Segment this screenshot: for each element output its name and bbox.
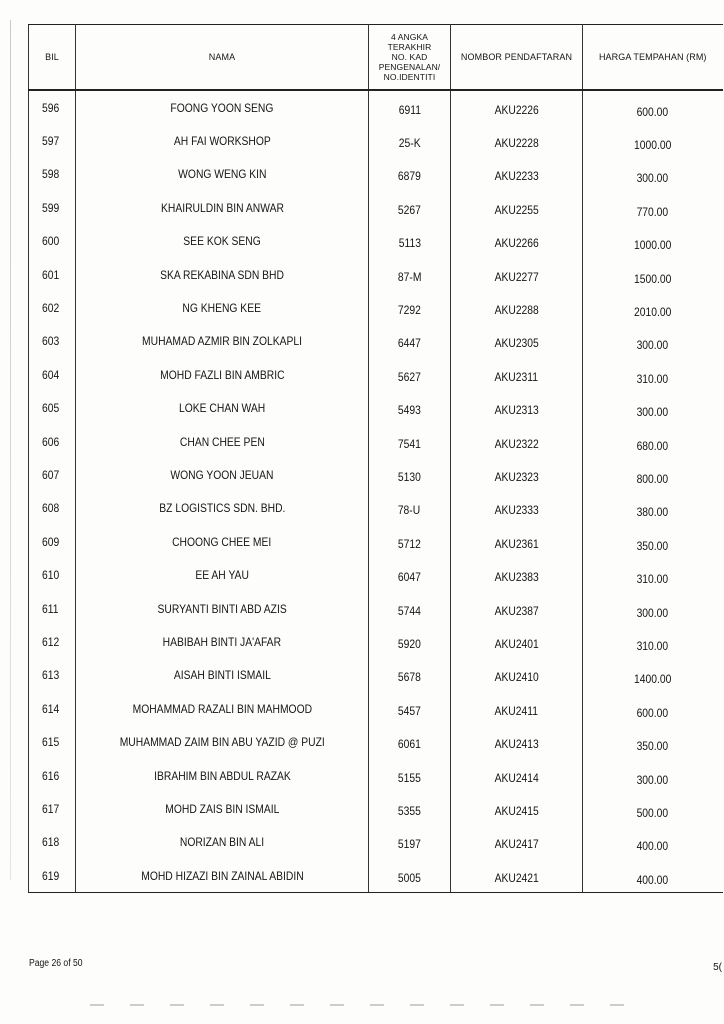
table-row [29,225,723,258]
table-row [29,358,723,391]
cell-bil [29,358,76,391]
cell-nombor-pendaftaran-text: AKU2401 [494,636,539,651]
cell-harga-tempahan [583,492,723,525]
table-row [29,258,723,291]
cell-nombor-pendaftaran-text: AKU2228 [494,136,539,151]
cell-harga-tempahan-text: 1000.00 [634,138,672,153]
cell-nombor-pendaftaran-text: AKU2413 [494,737,539,752]
cell-harga-tempahan [583,158,723,191]
cell-harga-tempahan [583,425,723,458]
table-row [29,725,723,758]
cell-harga-tempahan-text: 300.00 [636,605,669,620]
cell-ic-last4-text: 7541 [398,436,421,451]
cell-ic-last4 [369,625,451,658]
cell-harga-tempahan-text: 1400.00 [634,672,672,687]
cell-nama [76,859,369,893]
cell-nama [76,291,369,324]
cell-harga-tempahan-text: 800.00 [636,471,669,486]
cell-bil-text: 597 [42,134,60,149]
table-row [29,625,723,658]
cell-nama [76,592,369,625]
table-row [29,325,723,358]
cell-harga-tempahan [583,291,723,324]
cell-ic-last4 [369,692,451,725]
cell-bil-text: 598 [42,167,60,182]
cell-bil [29,659,76,692]
cell-nombor-pendaftaran [451,291,583,324]
cell-nama-text: IBRAHIM BIN ABDUL RAZAK [153,768,291,783]
cell-harga-tempahan-text: 400.00 [636,839,669,854]
cell-nombor-pendaftaran [451,325,583,358]
cell-bil [29,425,76,458]
cell-ic-last4 [369,191,451,224]
cell-harga-tempahan [583,124,723,157]
cell-ic-last4-text: 5678 [398,670,421,685]
cell-nama [76,725,369,758]
cell-nama-text: MOHD ZAIS BIN ISMAIL [164,801,280,816]
cell-harga-tempahan [583,625,723,658]
cell-ic-last4 [369,258,451,291]
cell-harga-tempahan [583,392,723,425]
cell-harga-tempahan-text: 770.00 [636,204,669,219]
corner-mark: 5( [713,962,722,973]
cell-bil [29,759,76,792]
table-header-row [29,25,723,91]
cell-nombor-pendaftaran [451,392,583,425]
cell-nama-text: MUHAMAD AZMIR BIN ZOLKAPLI [142,334,302,349]
cell-ic-last4 [369,291,451,324]
cell-nombor-pendaftaran [451,659,583,692]
header-harga-tempahan: HARGA TEMPAHAN (RM) [583,25,723,91]
cell-nombor-pendaftaran-text: AKU2313 [494,403,539,418]
cell-nama-text: KHAIRULDIN BIN ANWAR [160,200,284,215]
cell-harga-tempahan [583,558,723,591]
cell-harga-tempahan-text: 300.00 [636,338,669,353]
cell-ic-last4 [369,325,451,358]
cell-harga-tempahan-text: 600.00 [636,104,669,119]
cell-nombor-pendaftaran [451,725,583,758]
cell-ic-last4-text: 6879 [398,169,421,184]
cell-bil [29,158,76,191]
cell-bil [29,325,76,358]
cell-bil-text: 606 [42,434,60,449]
cell-ic-last4-text: 5267 [398,202,421,217]
table-row [29,191,723,224]
cell-harga-tempahan [583,725,723,758]
cell-ic-last4 [369,592,451,625]
cell-nama-text: EE AH YAU [195,568,249,583]
cell-harga-tempahan [583,859,723,893]
table-row [29,792,723,825]
cell-bil [29,225,76,258]
table-row [29,291,723,324]
cell-nombor-pendaftaran [451,558,583,591]
cell-nama [76,392,369,425]
cell-ic-last4 [369,392,451,425]
cell-bil-text: 612 [42,634,60,649]
cell-harga-tempahan-text: 300.00 [636,171,669,186]
cell-ic-last4 [369,525,451,558]
cell-ic-last4-text: 5197 [398,837,421,852]
cell-nombor-pendaftaran [451,358,583,391]
cell-nama-text: SURYANTI BINTI ABD AZIS [157,601,287,616]
cell-bil [29,90,76,124]
cell-harga-tempahan [583,759,723,792]
cell-ic-last4-text: 5113 [398,236,421,251]
scan-edge-line [10,20,11,880]
cell-nama-text: CHAN CHEE PEN [179,434,265,449]
cell-ic-last4 [369,425,451,458]
cell-harga-tempahan [583,90,723,124]
cell-harga-tempahan [583,826,723,859]
cell-nama-text: NORIZAN BIN ALI [179,835,265,850]
cell-nama [76,425,369,458]
cell-nombor-pendaftaran [451,592,583,625]
cell-ic-last4-text: 5712 [398,536,421,551]
cell-nama-text: WONG YOON JEUAN [170,467,274,482]
cell-nama [76,225,369,258]
cell-harga-tempahan [583,458,723,491]
cell-ic-last4-text: 6047 [398,570,421,585]
cell-nombor-pendaftaran [451,225,583,258]
header-nombor-pendaftaran: NOMBOR PENDAFTARAN [451,25,583,91]
cell-bil-text: 602 [42,301,60,316]
cell-bil-text: 619 [42,868,60,883]
table-row [29,759,723,792]
cell-ic-last4 [369,158,451,191]
cell-nombor-pendaftaran [451,124,583,157]
cell-bil-text: 614 [42,701,60,716]
cell-nombor-pendaftaran-text: AKU2414 [494,770,539,785]
cell-harga-tempahan-text: 1000.00 [634,238,672,253]
cell-nama-text: MOHD FAZLI BIN AMBRIC [159,367,285,382]
cell-harga-tempahan [583,659,723,692]
cell-harga-tempahan-text: 600.00 [636,705,669,720]
cell-nombor-pendaftaran-text: AKU2411 [494,703,539,718]
cell-nombor-pendaftaran [451,158,583,191]
cell-nama [76,558,369,591]
cell-nombor-pendaftaran-text: AKU2410 [494,670,539,685]
cell-ic-last4-text: 87-M [397,269,422,284]
cell-harga-tempahan [583,358,723,391]
cell-ic-last4 [369,759,451,792]
header-ic [369,25,451,91]
cell-nombor-pendaftaran-text: AKU2323 [494,469,539,484]
page-number-text: Page 26 of 50 [29,958,83,969]
table-row [29,392,723,425]
table-row [29,859,723,893]
cell-nama-text: SKA REKABINA SDN BHD [160,267,284,282]
page-number [29,958,91,969]
cell-ic-last4 [369,358,451,391]
cell-harga-tempahan [583,525,723,558]
cell-nombor-pendaftaran [451,625,583,658]
cell-nombor-pendaftaran-text: AKU2288 [494,303,539,318]
cell-nombor-pendaftaran-text: AKU2417 [494,837,539,852]
cell-nama-text: MOHAMMAD RAZALI BIN MAHMOOD [132,701,312,716]
cell-nombor-pendaftaran [451,458,583,491]
cell-bil [29,792,76,825]
cell-nama [76,90,369,124]
cell-bil [29,392,76,425]
cell-bil-text: 603 [42,334,60,349]
cell-harga-tempahan [583,792,723,825]
cell-harga-tempahan [583,258,723,291]
table-row [29,90,723,124]
cell-nama-text: AISAH BINTI ISMAIL [173,668,271,683]
cell-bil-text: 617 [42,801,60,816]
cell-nama [76,692,369,725]
header-ic-line-1: 4 ANGKA TERAKHIR [387,32,432,52]
cell-nombor-pendaftaran-text: AKU2421 [494,870,539,885]
cell-nombor-pendaftaran [451,792,583,825]
cell-nama [76,792,369,825]
cell-nombor-pendaftaran-text: AKU2387 [494,603,539,618]
cell-ic-last4-text: 5920 [398,636,421,651]
cell-nama-text: FOONG YOON SENG [170,100,274,115]
cell-ic-last4-text: 5130 [398,469,421,484]
table-body [29,90,723,893]
cell-harga-tempahan-text: 310.00 [636,638,669,653]
cell-harga-tempahan-text: 1500.00 [634,271,672,286]
cell-ic-last4 [369,90,451,124]
cell-bil-text: 600 [42,234,60,249]
cell-nombor-pendaftaran-text: AKU2305 [494,336,539,351]
cell-harga-tempahan-text: 400.00 [636,872,669,887]
cell-harga-tempahan [583,592,723,625]
table-row [29,592,723,625]
cell-nama-text: HABIBAH BINTI JA'AFAR [162,634,282,649]
cell-harga-tempahan-text: 300.00 [636,772,669,787]
header-ic-line-2: NO. KAD [391,52,428,62]
cell-nama [76,525,369,558]
cell-nombor-pendaftaran-text: AKU2322 [494,436,539,451]
cell-harga-tempahan [583,191,723,224]
registration-table [28,24,723,893]
cell-nama [76,258,369,291]
cell-ic-last4-text: 5005 [398,870,421,885]
cell-nombor-pendaftaran-text: AKU2333 [494,503,539,518]
cell-bil [29,492,76,525]
cell-bil-text: 607 [42,467,60,482]
cell-harga-tempahan-text: 350.00 [636,739,669,754]
table-row [29,458,723,491]
cell-bil-text: 616 [42,768,60,783]
cell-harga-tempahan-text: 350.00 [636,538,669,553]
cell-nombor-pendaftaran-text: AKU2226 [494,102,539,117]
cell-harga-tempahan-text: 300.00 [636,405,669,420]
cell-nombor-pendaftaran [451,859,583,893]
cell-bil [29,258,76,291]
cell-harga-tempahan-text: 310.00 [636,371,669,386]
cell-harga-tempahan-text: 500.00 [636,805,669,820]
cell-bil [29,592,76,625]
header-nama: NAMA [76,25,369,91]
cell-nama [76,826,369,859]
cell-nama-text: BZ LOGISTICS SDN. BHD. [158,501,286,516]
cell-nama-text: AH FAI WORKSHOP [173,134,271,149]
cell-ic-last4-text: 6061 [398,737,421,752]
cell-bil-text: 613 [42,668,60,683]
cell-nombor-pendaftaran-text: AKU2277 [494,269,539,284]
cell-ic-last4 [369,558,451,591]
cell-nombor-pendaftaran [451,692,583,725]
cell-bil-text: 610 [42,568,60,583]
cell-nombor-pendaftaran [451,759,583,792]
cell-ic-last4 [369,124,451,157]
cell-ic-last4 [369,859,451,893]
cell-ic-last4 [369,826,451,859]
cell-bil [29,558,76,591]
header-ic-line-3: PENGENALAN/ [378,62,441,72]
cell-bil [29,725,76,758]
cell-ic-last4 [369,225,451,258]
cell-ic-last4-text: 5744 [398,603,421,618]
cell-bil [29,124,76,157]
cell-nama [76,158,369,191]
cell-nombor-pendaftaran-text: AKU2311 [494,369,539,384]
cell-harga-tempahan [583,325,723,358]
cell-bil [29,525,76,558]
table-row [29,124,723,157]
cell-nombor-pendaftaran [451,191,583,224]
cell-nama [76,325,369,358]
cell-bil-text: 601 [42,267,60,282]
cell-bil-text: 599 [42,200,60,215]
cell-ic-last4-text: 5355 [398,803,421,818]
cell-nama [76,358,369,391]
cell-ic-last4 [369,458,451,491]
table-row [29,525,723,558]
cell-nama [76,492,369,525]
cell-harga-tempahan-text: 380.00 [636,505,669,520]
cell-bil [29,291,76,324]
cell-bil [29,191,76,224]
cell-ic-last4-text: 5493 [398,403,421,418]
cell-nombor-pendaftaran-text: AKU2383 [494,570,539,585]
table-row [29,158,723,191]
cell-ic-last4-text: 6447 [398,336,421,351]
cell-nama [76,191,369,224]
cell-bil [29,625,76,658]
cell-nama-text: MUHAMMAD ZAIM BIN ABU YAZID @ PUZI [119,735,325,750]
cell-ic-last4 [369,725,451,758]
cell-nama [76,124,369,157]
cell-nombor-pendaftaran [451,492,583,525]
cell-ic-last4-text: 6911 [398,102,421,117]
cell-nama-text: MOHD HIZAZI BIN ZAINAL ABIDIN [140,868,304,883]
header-bil: BIL [29,25,76,91]
cell-bil [29,859,76,893]
table-row [29,692,723,725]
cell-nombor-pendaftaran-text: AKU2233 [494,169,539,184]
cell-harga-tempahan-text: 2010.00 [634,305,672,320]
cell-bil [29,826,76,859]
cell-nama [76,659,369,692]
cell-nombor-pendaftaran [451,425,583,458]
cell-ic-last4-text: 5457 [398,703,421,718]
cell-nama-text: LOKE CHAN WAH [178,401,266,416]
cell-nama-text: NG KHENG KEE [182,301,262,316]
cell-bil-text: 605 [42,401,60,416]
cell-bil [29,458,76,491]
cell-nama-text: WONG WENG KIN [177,167,267,182]
cell-harga-tempahan [583,225,723,258]
cell-bil-text: 604 [42,367,60,382]
cell-ic-last4-text: 5627 [398,369,421,384]
cell-nombor-pendaftaran-text: AKU2361 [494,536,539,551]
scan-artifact [90,1004,650,1006]
cell-harga-tempahan-text: 310.00 [636,572,669,587]
header-ic-line-4: NO.IDENTITI [383,72,436,82]
table-row [29,492,723,525]
cell-bil-text: 609 [42,534,60,549]
cell-nama [76,759,369,792]
cell-ic-last4 [369,492,451,525]
cell-ic-last4-text: 25-K [398,136,421,151]
cell-nombor-pendaftaran [451,826,583,859]
cell-ic-last4 [369,792,451,825]
cell-bil-text: 618 [42,835,60,850]
cell-nombor-pendaftaran-text: AKU2415 [494,803,539,818]
cell-bil-text: 611 [42,601,59,616]
cell-bil-text: 608 [42,501,60,516]
table-row [29,425,723,458]
cell-ic-last4-text: 7292 [398,303,421,318]
cell-nombor-pendaftaran [451,258,583,291]
cell-bil-text: 596 [42,100,60,115]
cell-nombor-pendaftaran-text: AKU2255 [494,202,539,217]
cell-bil [29,692,76,725]
cell-nombor-pendaftaran-text: AKU2266 [494,236,539,251]
table-row [29,826,723,859]
cell-nombor-pendaftaran [451,525,583,558]
cell-nama [76,625,369,658]
cell-nama [76,458,369,491]
cell-nama-text: CHOONG CHEE MEI [172,534,272,549]
cell-harga-tempahan-text: 680.00 [636,438,669,453]
cell-bil-text: 615 [42,735,60,750]
cell-nama-text: SEE KOK SENG [183,234,261,249]
table-row [29,558,723,591]
cell-ic-last4 [369,659,451,692]
cell-ic-last4-text: 78-U [398,503,421,518]
cell-harga-tempahan [583,692,723,725]
cell-nombor-pendaftaran [451,90,583,124]
table-row [29,659,723,692]
cell-ic-last4-text: 5155 [398,770,421,785]
